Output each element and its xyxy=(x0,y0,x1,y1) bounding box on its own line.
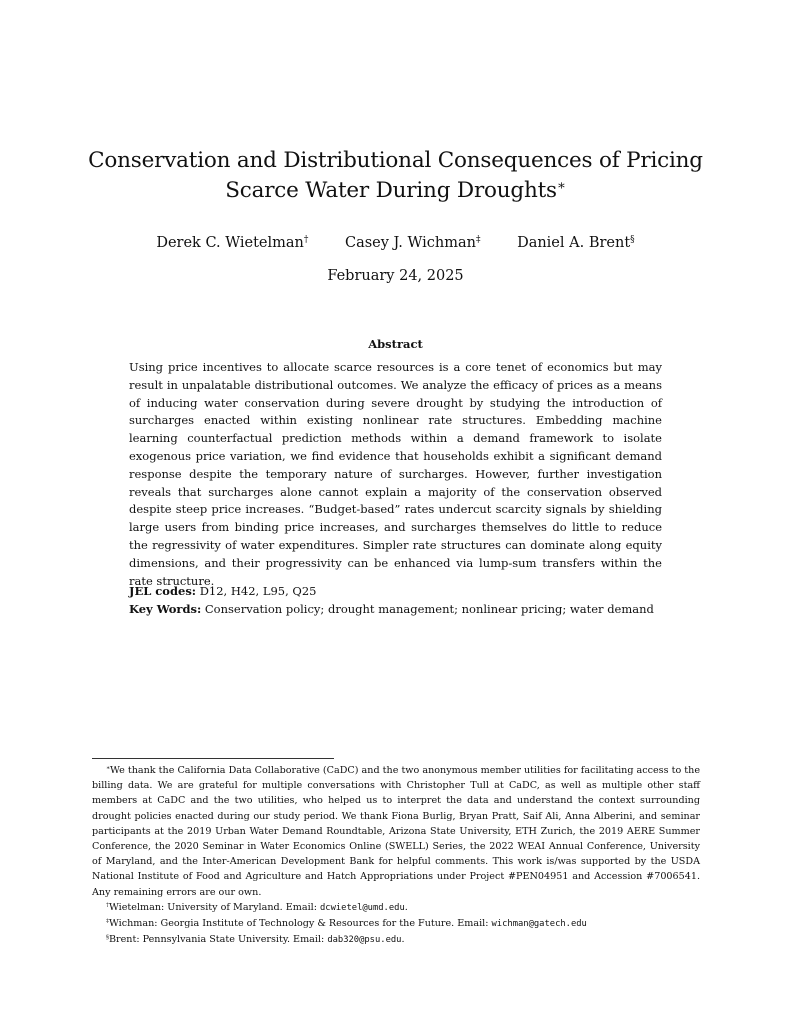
paper-title xyxy=(60,146,731,206)
email-link[interactable]: dcwietel@umd.edu xyxy=(320,902,405,913)
email-link[interactable]: dab320@psu.edu xyxy=(327,935,402,946)
abstract-heading: Abstract xyxy=(368,337,423,351)
author-footnote-mark: § xyxy=(630,235,635,246)
title-line-1: Conservation and Distributional Consequences of Pricing xyxy=(88,148,703,173)
affiliation-text: Brent: Pennsylvania State University. Email: xyxy=(108,934,328,946)
email-link[interactable]: wichman@gatech.edu xyxy=(491,919,587,930)
jel-label: JEL codes: xyxy=(129,584,197,598)
footnote-mark: † xyxy=(106,901,109,909)
footnote-mark: ‡ xyxy=(106,917,109,925)
acknowledgements-text: We thank the California Data Collaborative (CaDC) and the two anonymous member utilities for facilitating access to the billing data. We are grateful for multiple conversations with Christopher Tull at CaDC, as well as multiple other staff members at CaDC and the two utilities, who helped us to interpret the data and understand the context surrounding drought policies enacted during our study period. We thank Fiona Burlig, Bryan Pratt, Saif Ali, Anna Alberini, and seminar participants at the 2019 Urban Water Demand Roundtable, Arizona State University, ETH Zurich, the 2019 AERE Summer Conference, the 2020 Seminar in Water Economics Online (SWELL) Series, the 2022 WEAI Annual Conference, University of Maryland, and the Inter-American Development Bank for helpful comments. This work is/was supported by the USDA National Institute of Food and Agriculture and Hatch Appropriations under Project #PEN04951 and Accession #7006541. Any remaining errors are our own. xyxy=(92,765,700,898)
footnote-divider xyxy=(92,758,334,759)
footnote-mark: § xyxy=(106,933,109,941)
jel-codes xyxy=(129,583,689,601)
keywords-label: Key Words: xyxy=(129,601,202,616)
author-footnote-mark: † xyxy=(303,235,309,246)
title-footnote-mark: ∗ xyxy=(556,178,566,194)
jel-value: D12, H42, L95, Q25 xyxy=(196,584,317,598)
affiliation-end: . xyxy=(401,934,405,946)
author-name: Derek C. Wietelman xyxy=(156,235,304,251)
footnote-mark: ∗ xyxy=(106,764,111,772)
author-brent xyxy=(517,233,635,253)
affiliation-footnote xyxy=(92,916,700,932)
author-name: Casey J. Wichman xyxy=(345,235,476,251)
title-line-2-text: Scarce Water During Droughts xyxy=(225,178,557,203)
acknowledgements-footnote xyxy=(92,763,700,900)
author-wichman xyxy=(345,233,480,253)
abstract-text: Using price incentives to allocate scarce resources is a core tenet of economics but may result in unpalatable distributional outcomes. We analyze the efficacy of prices as a means of inducing water conservation during severe drought by studying the introduction of surcharges enacted within existing nonlinear rate structures. Embedding machine learning counterfactual prediction methods within a demand framework to isolate exogenous price variation, we find evidence that households exhibit a significant demand response despite the temporary nature of surcharges. However, further investigation reveals that surcharges alone cannot explain a majority of the conservation observed despite steep price increases. “Budget-based” rates undercut scarcity signals by shielding large users from binding price increases, and surcharges themselves do little to reduce the regressivity of water expenditures. Simpler rate structures can dominate along equity dimensions, and their progressivity can be enhanced via lump-sum transfers within the rate structure. xyxy=(129,360,662,588)
footnotes xyxy=(92,763,700,948)
title-line-2 xyxy=(60,176,731,206)
author-list xyxy=(60,233,731,253)
affiliation-text: Wietelman: University of Maryland. Email: xyxy=(108,901,320,913)
key-words xyxy=(129,601,689,619)
keywords-value: Conservation policy; drought management; nonlinear pricing; water demand xyxy=(201,601,654,616)
author-footnote-mark: ‡ xyxy=(475,235,481,246)
paper-date: February 24, 2025 xyxy=(327,268,464,284)
affiliation-end: . xyxy=(404,901,408,913)
author-name: Daniel A. Brent xyxy=(517,235,631,251)
affiliation-footnote xyxy=(92,900,700,916)
affiliation-text: Wichman: Georgia Institute of Technology & Resources for the Future. Email: xyxy=(108,918,492,930)
keywords-block xyxy=(129,583,689,619)
affiliation-footnote xyxy=(92,932,700,948)
author-wietelman xyxy=(156,233,308,253)
